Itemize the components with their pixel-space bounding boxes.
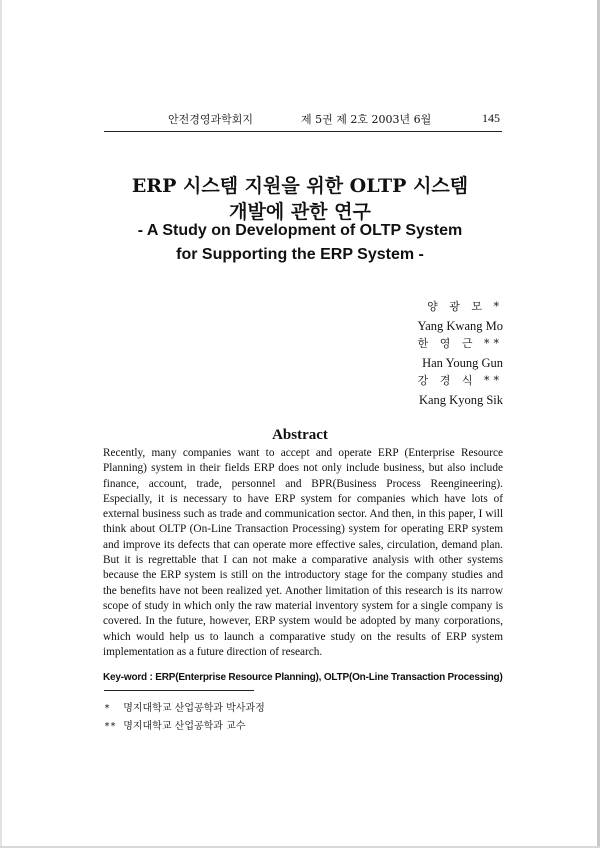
title-korean-line2: 개발에 관한 연구 [229,201,371,223]
running-header [0,111,600,129]
journal-name: 안전경영과학회지 [168,113,254,126]
author-3-english: Kang Kyong Sik [418,392,503,407]
author-1-english: Yang Kwang Mo [417,318,503,333]
footnote-2-text: 명지대학교 산업공학과 교수 [123,721,246,732]
title-korean-line1: ERP 시스템 지원을 위한 OLTP 시스템 [131,175,469,197]
page-number: 145 [482,111,500,125]
footnotes [104,700,265,736]
author-1-korean: 양 광 모 * [427,300,503,313]
author-2-english: Han Young Gun [422,355,503,370]
issue-info: 제 5권 제 2호 2003년 6월 [301,113,432,126]
header-rule [104,131,502,132]
abstract-heading: Abstract [272,427,328,443]
footnote-2-mark: ** [104,721,117,732]
footnote-2 [104,718,265,736]
footnote-1-mark: * [104,703,111,714]
author-3-korean: 강 경 식 ** [417,374,503,387]
title-english-line2: for Supporting the ERP System - [176,246,424,263]
title-english-line1: - A Study on Development of OLTP System [137,222,463,239]
keywords-line: Key-word : ERP(Enterprise Resource Planning), OLTP(On-Line Transaction Processing) [103,672,503,683]
author-2-korean: 한 영 근 ** [417,337,503,350]
footnote-1 [104,700,265,718]
footnote-rule [104,690,254,691]
author-block [417,298,503,409]
abstract-body: Recently, many companies want to accept and operate ERP (Enterprise Resource Planning) system in their fields ERP does not only include business, but also include finance, account, trade, personnel and BPR(Business Process Reengineering). Especially, it is necessary to have ERP system for companies which have lots of external business such as trade and communication sector. And then, in this paper, I will think about OLTP (On-Line Transaction Processing) system for operating ERP system and improve its defects that can operate more effective sales, circulation, demand plan. But it is regrettable that I can not make a comparative analysis with other systems because the ERP system is still on the introductory stage for the company studies and the benefits have not been realized yet. Another limitation of this research is its narrow scope of study in which only the raw material inventory system for a single company is covered. In the future, however, ERP system would be adopted by many corporations, which would help us to launch a comparative study on the results of ERP system implementation as a future direction of research. [103,447,503,658]
footnote-1-text: 명지대학교 산업공학과 박사과정 [123,703,265,714]
